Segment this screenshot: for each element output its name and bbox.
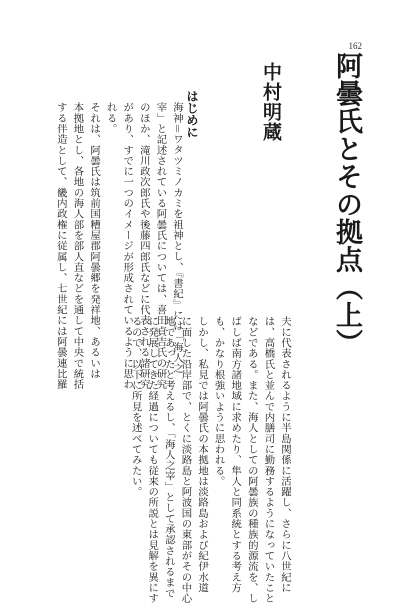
text-line: などである。また、海人としての阿曇族の種族的源流を、し: [245, 316, 258, 604]
text-line: 夫に代表されるように半島関係に活躍し、さらに八世紀に: [279, 316, 291, 593]
text-line: 海神＝ワタツミノカミを祖神とし、『書紀』には「海人之: [171, 102, 183, 374]
text-line: があり、すでに一つのイメージが形成されているように思わ: [121, 102, 134, 390]
text-line: それは、阿曇氏は筑前国糟屋郡阿曇郷を発祥地、あるいは: [88, 102, 101, 379]
text-line: のほか、滝川政次郎氏や後藤四郎氏などに代表される諸研究: [137, 102, 150, 390]
text-line: 宰」と記述されている阿曇氏については、喜田貞吉氏の研究: [154, 102, 167, 390]
text-line: に発展してきた経過についても従来の所説とは見解を異にす: [146, 316, 159, 604]
text-line: する伴造として、畿内政権に従属し、七世紀には阿曇連比羅: [54, 102, 67, 390]
text-line: るので、以下に所見を述べてみたい。: [129, 316, 142, 498]
text-line: れる。: [104, 102, 117, 134]
text-line: 本拠地とし、各地の海人部を部人直などを通して中央で統括: [71, 102, 84, 390]
text-line: 地であったと考えるし、「海人之宰」として承認されるまで: [162, 316, 175, 599]
section-heading: はじめに: [185, 90, 199, 138]
text-line: しかし、私見では阿曇氏の本拠地は淡路島および紀伊水道: [196, 316, 209, 593]
page-number: 162: [348, 41, 362, 51]
text-line: に面した沿岸部で、とくに淡路島と阿波国の東部がその中心: [179, 316, 192, 604]
article-title: 阿曇氏とその拠点（上）: [331, 52, 362, 357]
text-line: は、高橋氏と並んで内膳司に勤務するようになっていたこと: [262, 316, 275, 604]
text-line: ばしば南方諸地域に求めたり、隼人と同系統とする考え方: [229, 316, 242, 593]
body-text-bottom: [127, 316, 293, 604]
author-name: 中村明蔵: [260, 62, 282, 142]
text-line: も、かなり根強いように思われる。: [212, 316, 225, 487]
